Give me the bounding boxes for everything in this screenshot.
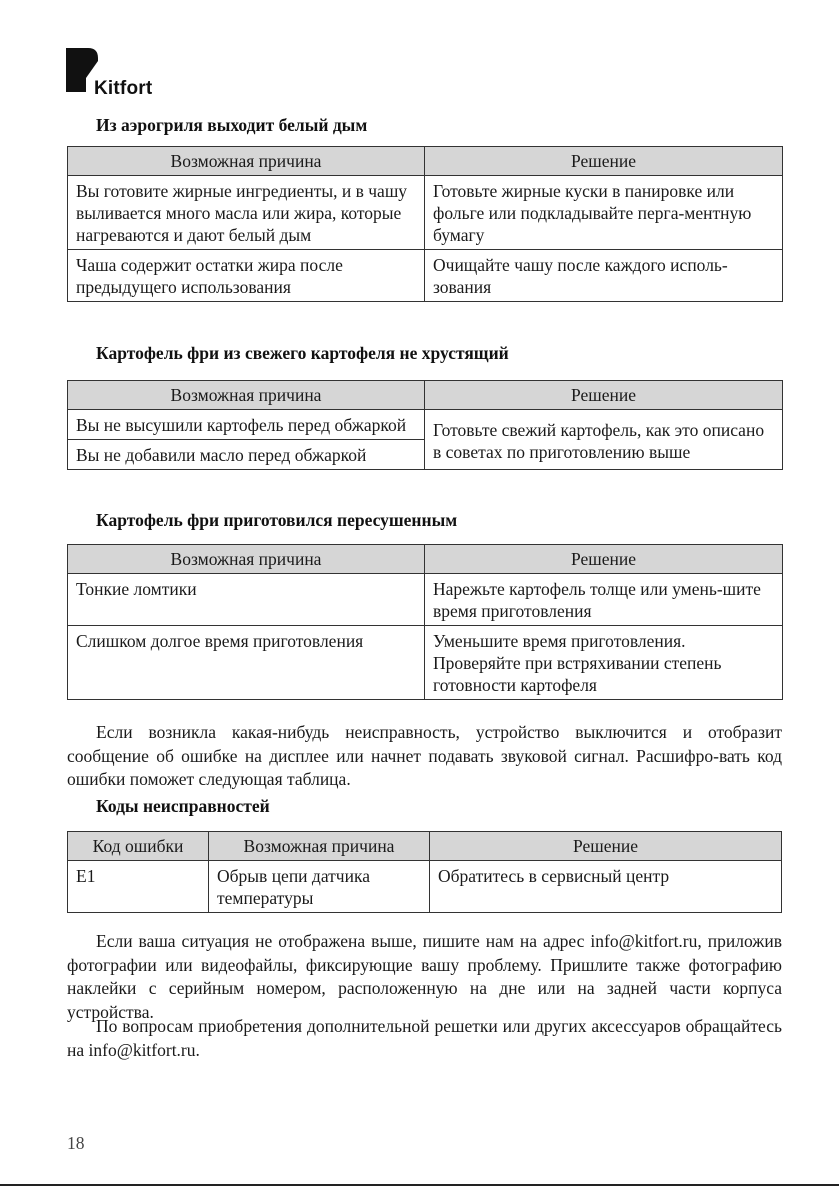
cause-cell: Вы не добавили масло перед обжаркой (68, 440, 425, 470)
column-header-code: Код ошибки (68, 832, 209, 861)
solution-cell: Очищайте чашу после каждого исполь-зования (425, 250, 783, 302)
solution-cell: Обратитесь в сервисный центр (430, 861, 782, 913)
table-row (68, 574, 783, 626)
troubleshooting-table-fries-overdried (67, 544, 783, 700)
section-title-white-smoke: Из аэрогриля выходит белый дым (96, 115, 368, 135)
solution-cell: Готовьте жирные куски в панировке или фольге или подкладывайте перга-ментную бумагу (425, 176, 783, 250)
column-header-solution: Решение (425, 381, 783, 410)
column-header-cause: Возможная причина (68, 147, 425, 176)
table-header-row (68, 381, 783, 410)
bottom-divider (0, 1184, 839, 1186)
column-header-solution: Решение (430, 832, 782, 861)
cause-cell: Обрыв цепи датчика температуры (209, 861, 430, 913)
table-row (68, 250, 783, 302)
cause-cell: Тонкие ломтики (68, 574, 425, 626)
solution-cell: Нарежьте картофель толще или умень-шите время приготовления (425, 574, 783, 626)
cause-cell: Вы готовите жирные ингредиенты, и в чашу выливается много масла или жира, которые нагреваются и дают белый дым (68, 176, 425, 250)
troubleshooting-table-fries-not-crispy (67, 380, 783, 470)
cause-cell: Вы не высушили картофель перед обжаркой (68, 410, 425, 440)
table-header-row (68, 545, 783, 574)
solution-cell: Готовьте свежий картофель, как это описано в советах по приготовлению выше (425, 410, 783, 470)
cause-cell: Чаша содержит остатки жира после предыдущего использования (68, 250, 425, 302)
table-row (68, 176, 783, 250)
column-header-cause: Возможная причина (209, 832, 430, 861)
column-header-solution: Решение (425, 545, 783, 574)
table-row (68, 861, 782, 913)
contact-paragraph: Если ваша ситуация не отображена выше, пишите нам на адрес info@kitfort.ru, приложив фотографии или видеофайлы, фиксирующие вашу проблему. Пришлите также фотографию наклейки с серийным номером, расположенную на дне или на задней части корпуса устройства. (67, 931, 782, 1022)
table-row (68, 410, 783, 440)
column-header-solution: Решение (425, 147, 783, 176)
troubleshooting-table-white-smoke (67, 146, 783, 302)
error-code-cell: E1 (68, 861, 209, 913)
table-row (68, 626, 783, 700)
column-header-cause: Возможная причина (68, 381, 425, 410)
section-title-fries-not-crispy: Картофель фри из свежего картофеля не хрустящий (96, 343, 509, 363)
accessories-paragraph: По вопросам приобретения дополнительной решетки или других аксессуаров обращайтесь на info@kitfort.ru. (67, 1016, 782, 1060)
section-title-fries-overdried: Картофель фри приготовился пересушенным (96, 510, 458, 530)
error-intro-paragraph: Если возникла какая-нибудь неисправность, устройство выключится и отобразит сообщение об ошибке на дисплее или начнет подавать звуковой сигнал. Расшифро-вать код ошибки поможет следующая таблица. (67, 722, 782, 789)
error-codes-table (67, 831, 782, 913)
column-header-cause: Возможная причина (68, 545, 425, 574)
table-header-row (68, 832, 782, 861)
section-title-error-codes: Коды неисправностей (96, 796, 270, 816)
page-number: 18 (67, 1133, 85, 1153)
brand-name: Kitfort (94, 78, 153, 99)
solution-cell: Уменьшите время приготовления. Проверяйте при встряхивании степень готовности картофеля (425, 626, 783, 700)
table-header-row (68, 147, 783, 176)
cause-cell: Слишком долгое время приготовления (68, 626, 425, 700)
